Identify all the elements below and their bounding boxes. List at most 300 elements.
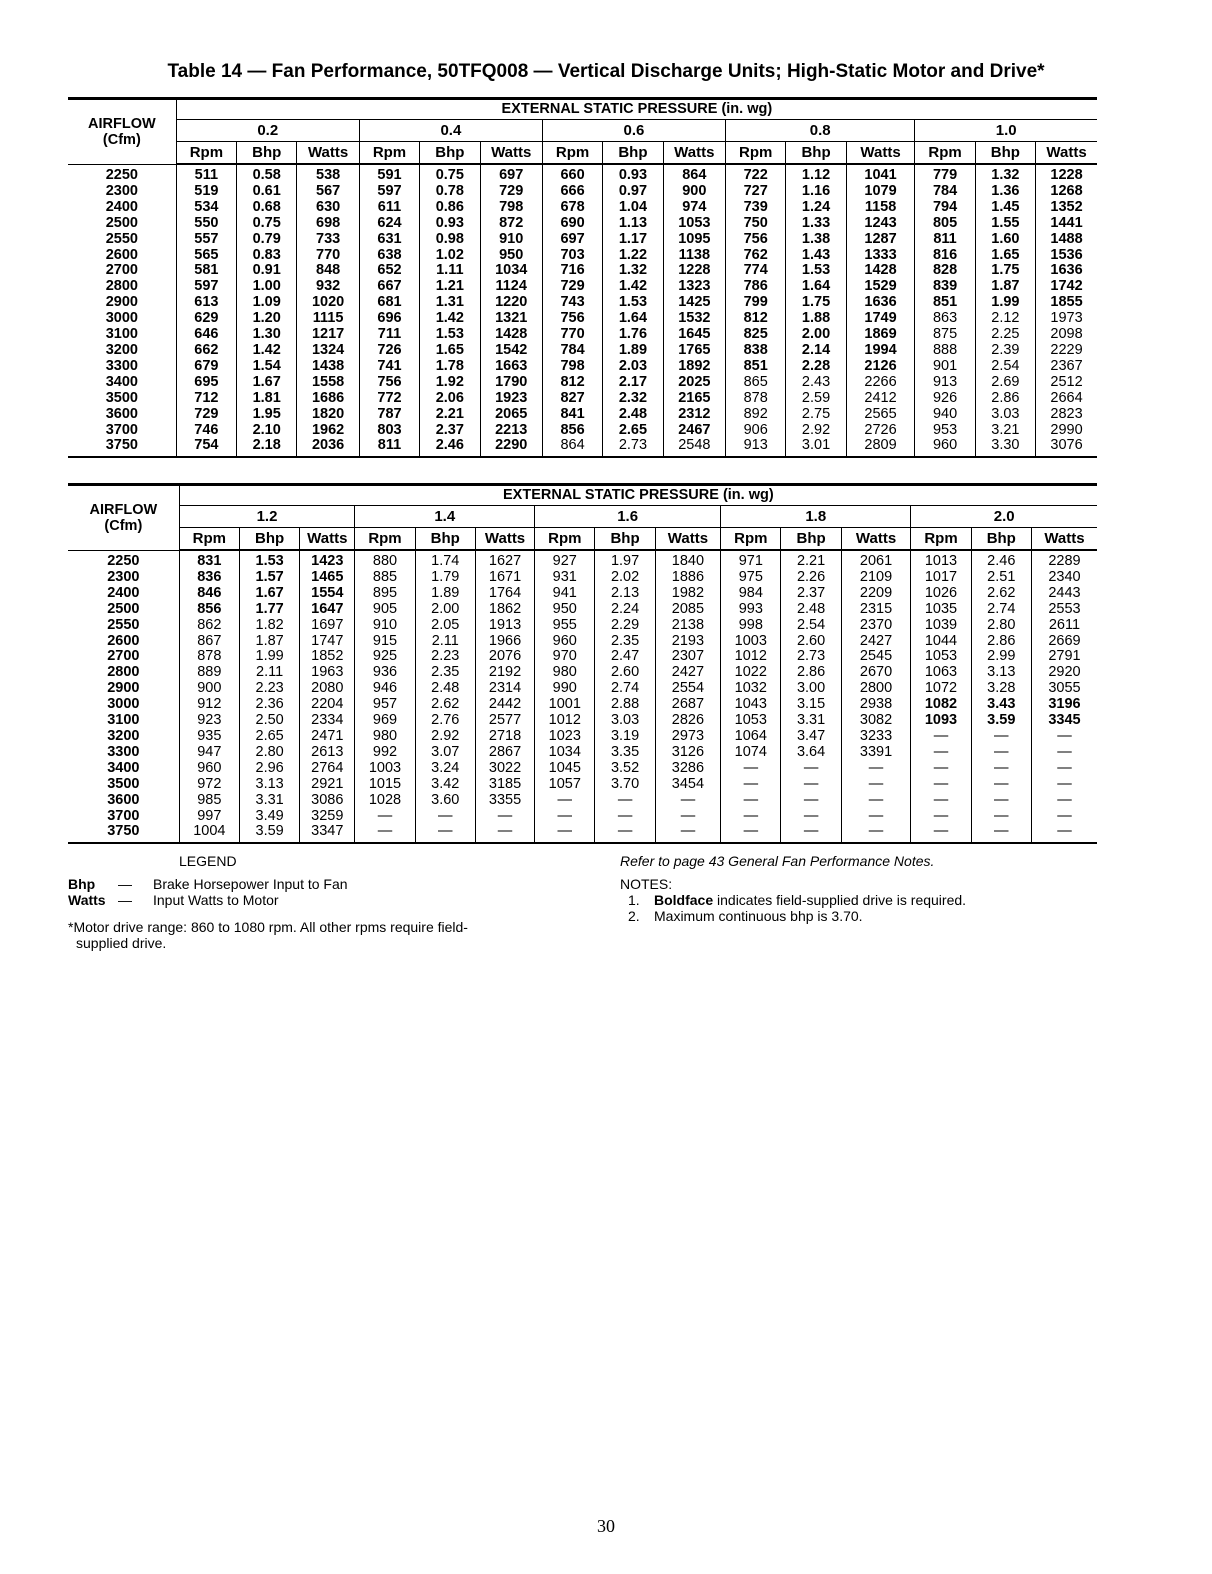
- data-cell: 862: [179, 618, 239, 634]
- data-cell: 1228: [1036, 164, 1097, 184]
- data-cell: —: [535, 793, 595, 809]
- data-cell: 750: [726, 216, 786, 232]
- airflow-cell: 3300: [107, 744, 140, 760]
- data-cell: 1220: [480, 295, 542, 311]
- data-cell: 1.04: [603, 200, 663, 216]
- data-cell: 2.23: [415, 649, 475, 665]
- data-cell: 1020: [297, 295, 359, 311]
- data-cell: —: [841, 809, 911, 825]
- table-row: [68, 681, 1097, 697]
- data-cell: —: [781, 824, 841, 843]
- note-2-number: 2.: [628, 908, 640, 924]
- table-row: [68, 729, 1097, 745]
- data-cell: 2.11: [415, 634, 475, 650]
- data-cell: 946: [355, 681, 415, 697]
- data-cell: 1138: [663, 248, 725, 264]
- data-cell: 1886: [655, 570, 720, 586]
- airflow-cell: 2900: [107, 681, 140, 697]
- data-cell: 2109: [841, 570, 911, 586]
- data-cell: —: [721, 793, 781, 809]
- data-cell: 1862: [475, 602, 534, 618]
- data-cell: 519: [176, 184, 236, 200]
- refer-note: Refer to page 43 General Fan Performance Notes.: [620, 853, 935, 869]
- data-cell: 1.31: [420, 295, 480, 311]
- data-cell: 2512: [1036, 375, 1097, 391]
- data-cell: 1627: [475, 550, 534, 570]
- table-row: [68, 809, 1097, 825]
- data-cell: 1.78: [420, 359, 480, 375]
- data-cell: 2289: [1031, 550, 1097, 570]
- data-cell: 1074: [721, 745, 781, 761]
- data-cell: 1.99: [239, 649, 299, 665]
- data-cell: 2921: [300, 777, 355, 793]
- data-cell: 2061: [841, 550, 911, 570]
- data-cell: 2.06: [420, 391, 480, 407]
- data-cell: 746: [176, 423, 236, 439]
- data-cell: —: [971, 777, 1031, 793]
- data-cell: 2990: [1036, 423, 1097, 439]
- data-cell: 2.73: [781, 649, 841, 665]
- data-cell: 774: [726, 263, 786, 279]
- data-cell: 681: [359, 295, 419, 311]
- data-cell: 2.10: [237, 423, 297, 439]
- data-cell: 1962: [297, 423, 359, 439]
- legend-title: LEGEND: [179, 853, 237, 869]
- data-cell: 1982: [655, 586, 720, 602]
- data-cell: 1.55: [975, 216, 1035, 232]
- data-cell: 0.68: [237, 200, 297, 216]
- data-cell: 631: [359, 232, 419, 248]
- data-cell: 2.60: [595, 665, 655, 681]
- data-cell: —: [721, 809, 781, 825]
- data-cell: 895: [355, 586, 415, 602]
- data-cell: 2.62: [415, 697, 475, 713]
- data-cell: 3.52: [595, 761, 655, 777]
- column-header-watts: Watts: [655, 528, 720, 551]
- airflow-cell: 3700: [107, 808, 140, 824]
- airflow-label: AIRFLOW: [89, 501, 158, 518]
- data-cell: 892: [726, 407, 786, 423]
- pressure-header: 0.4: [359, 120, 542, 142]
- table-row: [68, 697, 1097, 713]
- column-header-bhp: Bhp: [239, 528, 299, 551]
- table-row: [68, 279, 1097, 295]
- data-cell: 770: [542, 327, 602, 343]
- data-cell: 787: [359, 407, 419, 423]
- table-row: [68, 184, 1097, 200]
- data-cell: 2613: [300, 745, 355, 761]
- data-cell: 2687: [655, 697, 720, 713]
- data-cell: 950: [535, 602, 595, 618]
- data-cell: 3022: [475, 761, 534, 777]
- data-cell: 827: [542, 391, 602, 407]
- data-cell: 3345: [1031, 713, 1097, 729]
- data-cell: 1015: [355, 777, 415, 793]
- data-cell: 935: [179, 729, 239, 745]
- data-cell: 1004: [179, 824, 239, 843]
- data-cell: 900: [663, 184, 725, 200]
- data-cell: 630: [297, 200, 359, 216]
- esp-header: EXTERNAL STATIC PRESSURE (in. wg): [176, 99, 1097, 120]
- data-cell: 960: [179, 761, 239, 777]
- data-cell: —: [1031, 824, 1097, 843]
- data-cell: 1892: [663, 359, 725, 375]
- data-cell: —: [595, 824, 655, 843]
- data-cell: 739: [726, 200, 786, 216]
- data-cell: 875: [915, 327, 975, 343]
- airflow-cell: 3000: [105, 311, 138, 327]
- data-cell: 2334: [300, 713, 355, 729]
- data-cell: —: [841, 761, 911, 777]
- data-cell: 754: [176, 438, 236, 457]
- airflow-cell: 2250: [107, 552, 140, 569]
- data-cell: 1.65: [975, 248, 1035, 264]
- data-cell: —: [595, 793, 655, 809]
- data-cell: 1.60: [975, 232, 1035, 248]
- data-cell: 1.33: [786, 216, 846, 232]
- data-cell: —: [415, 824, 475, 843]
- data-cell: 1.20: [237, 311, 297, 327]
- data-cell: —: [781, 793, 841, 809]
- legend-bhp-abbr: Bhp: [68, 876, 96, 892]
- data-cell: 2.75: [786, 407, 846, 423]
- data-cell: 913: [915, 375, 975, 391]
- airflow-label: AIRFLOW: [88, 115, 156, 132]
- data-cell: 2.39: [975, 343, 1035, 359]
- data-cell: 1.64: [603, 311, 663, 327]
- data-cell: 1003: [721, 634, 781, 650]
- data-cell: 712: [176, 391, 236, 407]
- column-header-bhp: Bhp: [975, 142, 1035, 165]
- data-cell: 1.87: [975, 279, 1035, 295]
- column-header-watts: Watts: [480, 142, 542, 165]
- data-cell: 3.59: [971, 713, 1031, 729]
- data-cell: 565: [176, 248, 236, 264]
- data-cell: 2315: [841, 602, 911, 618]
- column-header-bhp: Bhp: [781, 528, 841, 551]
- data-cell: 2412: [846, 391, 915, 407]
- data-cell: 696: [359, 311, 419, 327]
- column-header-watts: Watts: [1036, 142, 1097, 165]
- data-cell: 805: [915, 216, 975, 232]
- data-cell: 591: [359, 164, 419, 184]
- data-cell: 733: [297, 232, 359, 248]
- data-cell: 1790: [480, 375, 542, 391]
- data-cell: 1.53: [239, 550, 299, 570]
- data-cell: 1.53: [603, 295, 663, 311]
- data-cell: 1765: [663, 343, 725, 359]
- data-cell: 1.64: [786, 279, 846, 295]
- data-cell: 0.79: [237, 232, 297, 248]
- data-cell: 2938: [841, 697, 911, 713]
- data-cell: 2080: [300, 681, 355, 697]
- data-cell: 729: [176, 407, 236, 423]
- data-cell: 1966: [475, 634, 534, 650]
- data-cell: —: [971, 809, 1031, 825]
- table-row: [68, 359, 1097, 375]
- data-cell: 0.91: [237, 263, 297, 279]
- data-cell: 2085: [655, 602, 720, 618]
- data-cell: 1079: [846, 184, 915, 200]
- data-cell: 2.60: [781, 634, 841, 650]
- data-cell: 901: [915, 359, 975, 375]
- column-header-rpm: Rpm: [535, 528, 595, 551]
- data-cell: 762: [726, 248, 786, 264]
- airflow-cell: 2550: [107, 617, 140, 633]
- data-cell: 722: [726, 164, 786, 184]
- column-header-rpm: Rpm: [176, 142, 236, 165]
- data-cell: 2314: [475, 681, 534, 697]
- data-cell: 1082: [911, 697, 971, 713]
- data-cell: 1.16: [786, 184, 846, 200]
- data-cell: 2.32: [603, 391, 663, 407]
- data-cell: 770: [297, 248, 359, 264]
- data-cell: 2367: [1036, 359, 1097, 375]
- data-cell: 1923: [480, 391, 542, 407]
- column-header-watts: Watts: [475, 528, 534, 551]
- pressure-header: 1.6: [535, 506, 721, 528]
- column-header-watts: Watts: [297, 142, 359, 165]
- data-cell: 2209: [841, 586, 911, 602]
- data-cell: 2.25: [975, 327, 1035, 343]
- data-cell: 597: [359, 184, 419, 200]
- data-cell: 741: [359, 359, 419, 375]
- data-cell: 3.49: [239, 809, 299, 825]
- data-cell: 2.54: [975, 359, 1035, 375]
- data-cell: 698: [297, 216, 359, 232]
- data-cell: 878: [726, 391, 786, 407]
- data-cell: —: [911, 793, 971, 809]
- data-cell: 3.70: [595, 777, 655, 793]
- data-cell: 1840: [655, 550, 720, 570]
- table-row: [68, 407, 1097, 423]
- data-cell: 1013: [911, 550, 971, 570]
- data-cell: 1554: [300, 586, 355, 602]
- data-cell: 1.97: [595, 550, 655, 570]
- data-cell: 2443: [1031, 586, 1097, 602]
- data-cell: —: [535, 809, 595, 825]
- note-2-text: Maximum continuous bhp is 3.70.: [654, 908, 863, 924]
- table-row: [68, 618, 1097, 634]
- data-cell: 1.79: [415, 570, 475, 586]
- data-cell: 1488: [1036, 232, 1097, 248]
- data-cell: —: [655, 809, 720, 825]
- data-cell: —: [355, 809, 415, 825]
- data-cell: —: [971, 745, 1031, 761]
- data-cell: 1.42: [237, 343, 297, 359]
- data-cell: 726: [359, 343, 419, 359]
- airflow-cell: 2300: [105, 183, 138, 199]
- data-cell: 2427: [655, 665, 720, 681]
- data-cell: 812: [726, 311, 786, 327]
- table-row: [68, 438, 1097, 457]
- pressure-header: 1.2: [179, 506, 355, 528]
- airflow-cell: 3750: [68, 824, 179, 843]
- airflow-cell: 3000: [107, 697, 140, 713]
- column-header-bhp: Bhp: [237, 142, 297, 165]
- notes-title: NOTES:: [620, 876, 673, 892]
- data-cell: 975: [721, 570, 781, 586]
- airflow-cell: 3100: [107, 713, 140, 729]
- data-cell: 2.13: [595, 586, 655, 602]
- data-cell: 1032: [721, 681, 781, 697]
- data-cell: 3055: [1031, 681, 1097, 697]
- data-cell: 557: [176, 232, 236, 248]
- data-cell: 839: [915, 279, 975, 295]
- airflow-cell: 2550: [105, 231, 138, 247]
- table-row: [68, 634, 1097, 650]
- data-cell: 1.87: [239, 634, 299, 650]
- data-cell: 955: [535, 618, 595, 634]
- data-cell: —: [1031, 745, 1097, 761]
- column-header-rpm: Rpm: [915, 142, 975, 165]
- data-cell: 1.21: [420, 279, 480, 295]
- fan-performance-table-high-pressure: [68, 483, 1097, 844]
- table-row: [68, 295, 1097, 311]
- data-cell: 1.22: [603, 248, 663, 264]
- data-cell: 2229: [1036, 343, 1097, 359]
- data-cell: 2098: [1036, 327, 1097, 343]
- table-row: [68, 423, 1097, 439]
- data-cell: —: [781, 777, 841, 793]
- pressure-header-row: [68, 120, 1097, 142]
- data-cell: 980: [355, 729, 415, 745]
- data-cell: 2764: [300, 761, 355, 777]
- data-cell: 2.18: [237, 438, 297, 457]
- data-cell: 1671: [475, 570, 534, 586]
- table-row: [68, 327, 1097, 343]
- column-header-rpm: Rpm: [542, 142, 602, 165]
- table-row: [68, 311, 1097, 327]
- data-cell: 2.46: [420, 438, 480, 457]
- table-row: [68, 232, 1097, 248]
- table-row: [68, 200, 1097, 216]
- data-cell: 2.86: [781, 665, 841, 681]
- data-cell: 2.65: [603, 423, 663, 439]
- data-cell: 2.21: [781, 550, 841, 570]
- data-cell: 3.07: [415, 745, 475, 761]
- data-cell: 1.32: [603, 263, 663, 279]
- data-cell: 2577: [475, 713, 534, 729]
- data-cell: 2467: [663, 423, 725, 439]
- data-cell: 3391: [841, 745, 911, 761]
- data-cell: 2.69: [975, 375, 1035, 391]
- data-cell: 1.77: [239, 602, 299, 618]
- data-cell: —: [1031, 777, 1097, 793]
- data-cell: 970: [535, 649, 595, 665]
- footnote-line-2: supplied drive.: [76, 935, 167, 951]
- legend-bhp-desc: Brake Horsepower Input to Fan: [153, 876, 348, 892]
- data-cell: 550: [176, 216, 236, 232]
- data-cell: 2.14: [786, 343, 846, 359]
- airflow-cell: 2700: [105, 263, 138, 279]
- data-cell: 2718: [475, 729, 534, 745]
- data-cell: 743: [542, 295, 602, 311]
- data-cell: 1645: [663, 327, 725, 343]
- data-cell: 998: [721, 618, 781, 634]
- data-cell: 953: [915, 423, 975, 439]
- data-cell: 1217: [297, 327, 359, 343]
- column-header-bhp: Bhp: [971, 528, 1031, 551]
- esp-header: EXTERNAL STATIC PRESSURE (in. wg): [179, 485, 1097, 506]
- column-header-rpm: Rpm: [355, 528, 415, 551]
- data-cell: 878: [179, 649, 239, 665]
- data-cell: 660: [542, 164, 602, 184]
- data-cell: —: [655, 793, 720, 809]
- data-cell: 1072: [911, 681, 971, 697]
- column-header-rpm: Rpm: [721, 528, 781, 551]
- airflow-cell: 2300: [107, 569, 140, 585]
- data-cell: 900: [179, 681, 239, 697]
- data-cell: 1.45: [975, 200, 1035, 216]
- data-cell: —: [721, 777, 781, 793]
- data-cell: —: [911, 745, 971, 761]
- data-cell: 2.74: [971, 602, 1031, 618]
- data-cell: 1043: [721, 697, 781, 713]
- data-cell: 925: [355, 649, 415, 665]
- data-cell: 885: [355, 570, 415, 586]
- data-cell: 864: [542, 438, 602, 457]
- data-cell: 511: [176, 164, 236, 184]
- legend-watts-abbr: Watts: [68, 892, 106, 908]
- data-cell: 1636: [846, 295, 915, 311]
- data-cell: 811: [359, 438, 419, 457]
- data-cell: 1.53: [786, 263, 846, 279]
- data-cell: 3.64: [781, 745, 841, 761]
- data-cell: 697: [480, 164, 542, 184]
- data-cell: 1542: [480, 343, 542, 359]
- data-cell: 1.65: [420, 343, 480, 359]
- data-cell: 2826: [655, 713, 720, 729]
- data-cell: 3.35: [595, 745, 655, 761]
- data-cell: 1.32: [975, 164, 1035, 184]
- data-cell: 1.81: [237, 391, 297, 407]
- data-cell: 2.50: [239, 713, 299, 729]
- data-cell: 1428: [480, 327, 542, 343]
- airflow-cell: 3700: [105, 422, 138, 438]
- pressure-header: 0.8: [726, 120, 915, 142]
- data-cell: 2920: [1031, 665, 1097, 681]
- data-cell: 888: [915, 343, 975, 359]
- data-cell: 872: [480, 216, 542, 232]
- data-cell: 2867: [475, 745, 534, 761]
- column-header-watts: Watts: [300, 528, 355, 551]
- data-cell: 1764: [475, 586, 534, 602]
- airflow-cell: 2250: [105, 166, 138, 183]
- data-cell: 772: [359, 391, 419, 407]
- data-cell: 863: [915, 311, 975, 327]
- airflow-cell: 3100: [105, 327, 138, 343]
- data-cell: 1.38: [786, 232, 846, 248]
- data-cell: 0.83: [237, 248, 297, 264]
- data-cell: —: [475, 824, 534, 843]
- data-cell: 971: [721, 550, 781, 570]
- data-cell: 611: [359, 200, 419, 216]
- data-cell: 2025: [663, 375, 725, 391]
- data-cell: 784: [542, 343, 602, 359]
- data-cell: 2.48: [781, 602, 841, 618]
- data-cell: 957: [355, 697, 415, 713]
- data-cell: 678: [542, 200, 602, 216]
- data-cell: 2.37: [420, 423, 480, 439]
- table-row: [68, 375, 1097, 391]
- data-cell: 786: [726, 279, 786, 295]
- data-cell: 1.54: [237, 359, 297, 375]
- data-cell: 2726: [846, 423, 915, 439]
- data-cell: 597: [176, 279, 236, 295]
- data-cell: 912: [179, 697, 239, 713]
- data-cell: 1026: [911, 586, 971, 602]
